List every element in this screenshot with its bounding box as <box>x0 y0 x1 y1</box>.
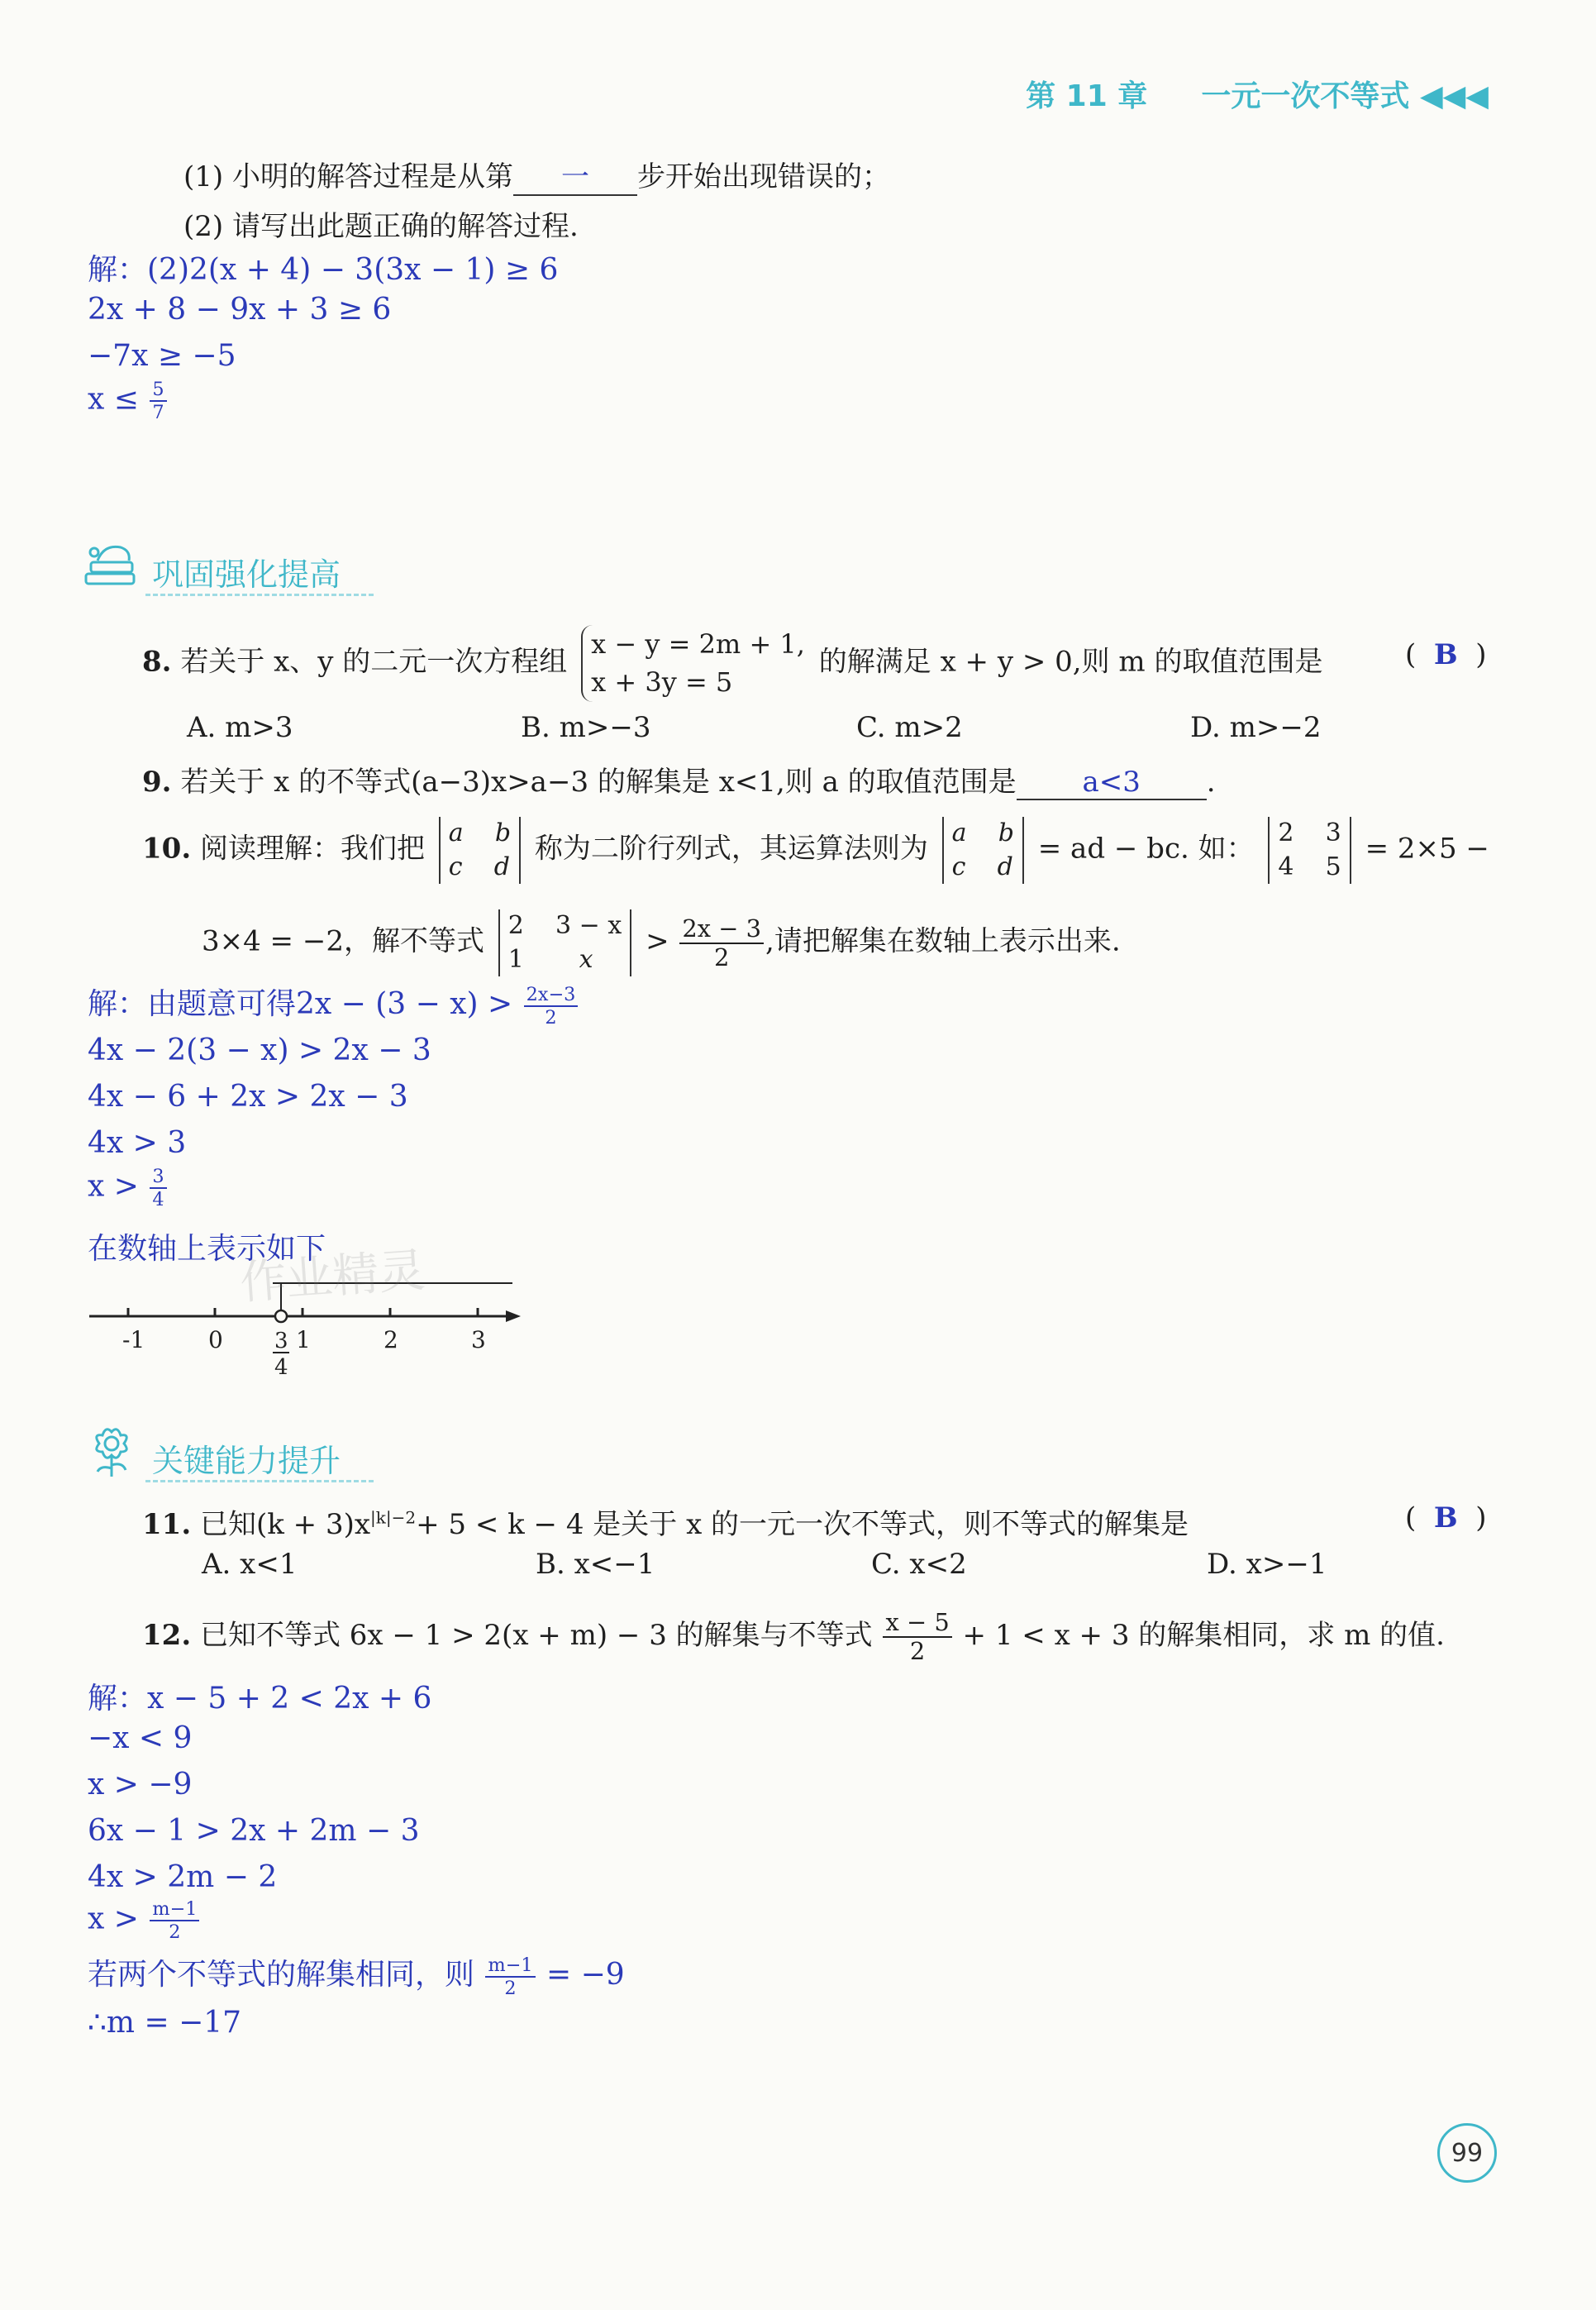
flower-icon <box>83 1424 141 1482</box>
chapter-title: 一元一次不等式 <box>1201 79 1410 113</box>
open-circle-icon <box>275 1310 287 1322</box>
tick-label: 2 <box>384 1326 398 1353</box>
solution-line: 4x > 2m − 2 <box>88 1860 278 1894</box>
solution-line: 4x − 2(3 − x) > 2x − 3 <box>88 1033 431 1067</box>
solution-line: x ≤ $\frac{5}{7}$ <box>88 380 169 422</box>
option-c[interactable]: C. x<2 <box>871 1548 967 1581</box>
books-icon <box>79 539 145 597</box>
tick-label: 3 <box>471 1326 486 1353</box>
tick-label: 1 <box>296 1326 311 1353</box>
solution-line: x > $\frac{m-1}{2}$ <box>88 1900 201 1942</box>
tick-label: 0 <box>208 1326 223 1353</box>
solution-line: 解：由题意可得2x − (3 − x) > $\frac{2x-3}{2}$ <box>88 981 579 1027</box>
question-8: 8. 若关于 x、y 的二元一次方程组 x − y = 2m + 1, x + 3y = 5 的解满足 x + y > 0,则 m 的取值范围是 <box>142 625 1322 702</box>
solution-line: −x < 9 <box>88 1721 193 1755</box>
option-d[interactable]: D. x>−1 <box>1207 1548 1327 1581</box>
option-a[interactable]: A. m>3 <box>187 711 293 744</box>
option-b[interactable]: B. m>−3 <box>521 711 651 744</box>
section-underline <box>145 594 374 596</box>
section-title-consolidate: 巩固强化提高 <box>152 556 341 593</box>
determinant: a b c d <box>439 817 521 884</box>
point-label-num: 3 <box>274 1329 288 1353</box>
solution-line: 6x − 1 > 2x + 2m − 3 <box>88 1814 420 1848</box>
solution-line: ∴m = −17 <box>88 2006 242 2040</box>
blank-answer[interactable]: 一 <box>513 154 637 196</box>
sub-question-2: (2) 请写出此题正确的解答过程. <box>183 210 579 243</box>
section-underline <box>145 1480 374 1482</box>
arrow-icons: ◀◀◀ <box>1419 79 1489 113</box>
point-label-den: 4 <box>274 1355 288 1380</box>
option-a[interactable]: A. x<1 <box>202 1548 298 1581</box>
sub-question-1: (1) 小明的解答过程是从第 一 步开始出现错误的； <box>183 154 890 196</box>
question-10: 10. 阅读理解：我们把 a b c d 称为二阶行列式，其运算法则为 a b c d = ad − bc. 如： 2 3 4 5 = 2×5 − <box>142 817 1489 884</box>
question-10-cont: 3×4 = −2，解不等式 2 3 − x 1 x > $\frac{2x - 3}{2}$ ,请把解集在数轴上表示出来. <box>202 909 1121 976</box>
option-c[interactable]: C. m>2 <box>856 711 963 744</box>
determinant: 2 3 − x 1 x <box>498 909 631 976</box>
solution-line: 在数轴上表示如下 <box>88 1232 326 1266</box>
page-number: 99 <box>1437 2123 1497 2183</box>
solution-line: x > $\frac{3}{4}$ <box>88 1167 169 1210</box>
determinant: 2 3 4 5 <box>1268 817 1351 884</box>
question-11: 11. 已知$(k + 3)x^{|k|-2}+ 5 < k - 4$ 是关于 x 的一元一次不等式，则不等式的解集是 <box>142 1507 1189 1541</box>
solution-line: 若两个不等式的解集相同，则 $\frac{m-1}{2}$ = −9 <box>88 1954 625 1999</box>
watermark: 作业精灵 <box>238 1243 427 1310</box>
chapter-header <box>1026 73 1489 115</box>
solution-line: −7x ≥ −5 <box>88 339 236 373</box>
solution-line: 2x + 8 − 9x + 3 ≥ 6 <box>88 293 392 327</box>
determinant: a b c d <box>942 817 1024 884</box>
solution-line: 4x > 3 <box>88 1126 187 1160</box>
question-9: 9. 若关于 x 的不等式(a−3)x>a−3 的解集是 x<1,则 a 的取值范围是 a<3 . <box>142 766 1216 799</box>
solution-line: 解：(2)2(x + 4) − 3(3x − 1) ≥ 6 <box>88 253 559 287</box>
equation-system: x − y = 2m + 1, x + 3y = 5 <box>581 625 805 702</box>
blank-answer[interactable]: a<3 <box>1017 766 1207 800</box>
solution-line: x > −9 <box>88 1768 193 1802</box>
tick-label: -1 <box>122 1326 145 1353</box>
solution-line: 解：x − 5 + 2 < 2x + 6 <box>88 1682 432 1716</box>
chapter-number: 第 11 章 <box>1026 79 1148 113</box>
question-12: 12. 已知不等式 6x − 1 > 2(x + m) − 3 的解集与不等式 $\frac{x - 5}{2}$ + 1 < x + 3 的解集相同，求 m 的值. <box>142 1608 1445 1665</box>
answer-bracket: ( B ) <box>1405 638 1487 671</box>
option-b[interactable]: B. x<−1 <box>536 1548 655 1581</box>
answer-bracket: ( B ) <box>1405 1501 1487 1534</box>
section-title-key-ability: 关键能力提升 <box>152 1443 341 1479</box>
solution-line: 4x − 6 + 2x > 2x − 3 <box>88 1080 408 1114</box>
arrow-head-icon <box>506 1310 521 1322</box>
option-d[interactable]: D. m>−2 <box>1190 711 1322 744</box>
